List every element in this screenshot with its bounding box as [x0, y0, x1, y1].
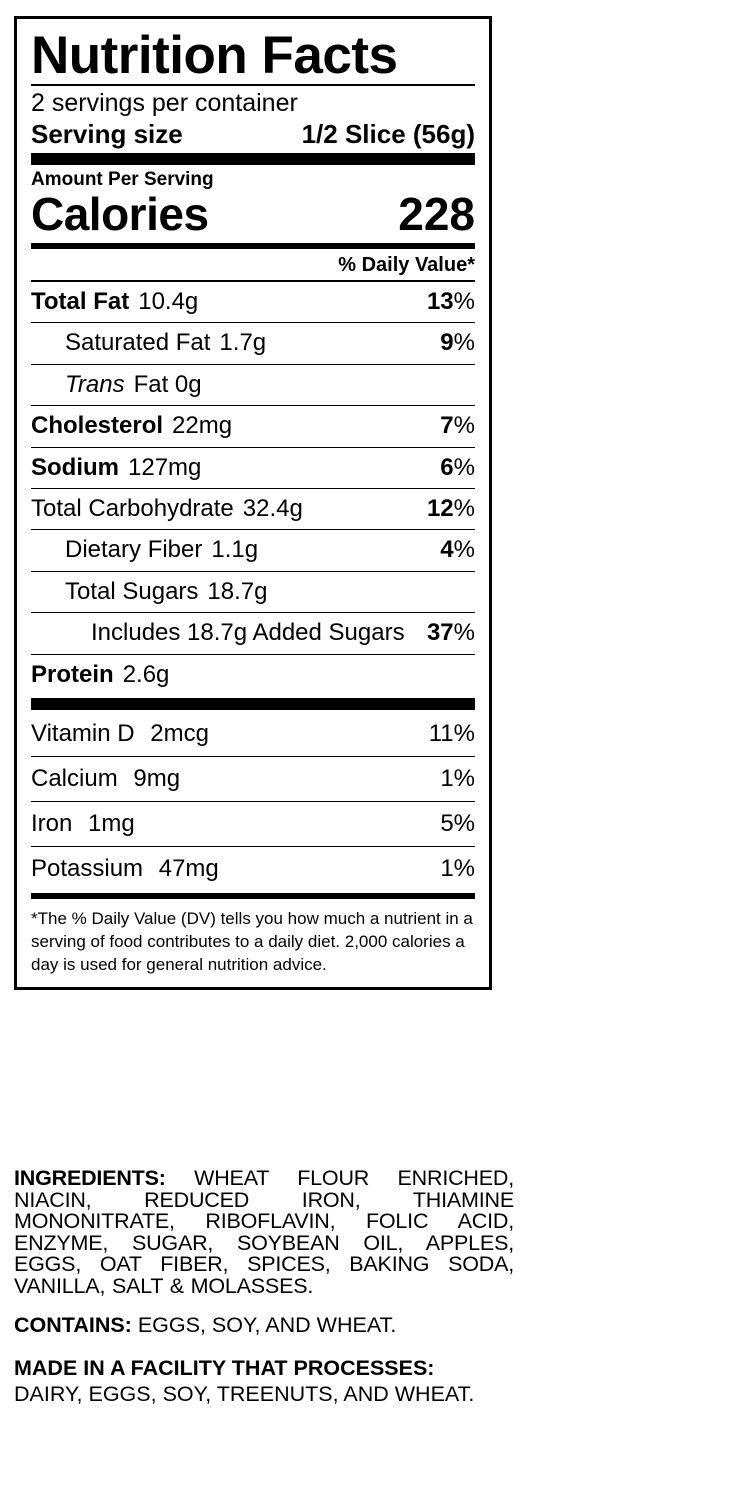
nutrient-name: Total Sugars [65, 577, 199, 605]
nutrient-name: Saturated Fat [65, 329, 211, 357]
servings-per-container: 2 servings per container [31, 89, 298, 117]
nutrient-row-added-sugars [31, 613, 475, 653]
nutrient-dv: 12% [426, 494, 475, 522]
vitamin-name: Potassium [31, 854, 144, 882]
vitamin-dv: 1% [440, 764, 475, 792]
nutrient-row-total-sugars [31, 572, 475, 612]
nutrient-name: Dietary Fiber [65, 536, 203, 564]
daily-value-footnote: *The % Daily Value (DV) tells you how much a nutrient in a serving of food contributes to a daily diet. 2,000 calories a day is used for general nutrition advice. [31, 908, 473, 974]
vitamin-dv: 1% [440, 854, 475, 882]
divider-under-calories [31, 243, 475, 249]
nutrient-amount: 10.4g [138, 288, 199, 315]
nutrient-row-dietary-fiber [31, 530, 475, 570]
vitamin-amount: 9mg [133, 764, 181, 792]
nutrient-name: Sodium [31, 453, 119, 481]
divider-thick-vitamins [31, 698, 475, 710]
contains-paragraph [14, 1313, 514, 1338]
nutrient-name: Protein [31, 660, 114, 688]
nutrient-dv: 37% [426, 619, 475, 647]
vitamin-name: Iron [31, 809, 73, 837]
nutrition-facts-panel [14, 16, 492, 990]
vitamin-name: Vitamin D [31, 719, 135, 747]
nutrient-row-total-fat [31, 282, 475, 322]
nutrient-dv: 13% [426, 288, 475, 315]
vitamin-amount: 1mg [88, 809, 135, 837]
nutrient-name: Total Fat [31, 288, 130, 315]
divider-thick-top [31, 153, 475, 165]
vitamin-row-calcium [31, 757, 475, 801]
nutrient-dv: 7% [440, 412, 475, 440]
nutrient-amount: 2.6g [122, 660, 170, 688]
vitamin-name: Calcium [31, 764, 118, 792]
nutrient-amount: 32.4g [242, 494, 303, 522]
nutrient-row-protein [31, 655, 475, 695]
nutrient-amount: Fat 0g [133, 370, 202, 398]
serving-size-row [31, 119, 475, 150]
contains-text: EGGS, SOY, AND WHEAT. [137, 1313, 397, 1337]
contains-heading: CONTAINS: [14, 1313, 132, 1337]
ingredients-heading: INGREDIENTS: [14, 1166, 166, 1190]
nutrient-dv: 6% [440, 453, 475, 481]
vitamin-dv: 11% [428, 719, 475, 747]
vitamin-amount: 47mg [158, 854, 219, 882]
serving-size-value: 1/2 Slice (56g) [301, 119, 475, 149]
divider-above-footnote [31, 893, 475, 899]
nutrient-dv: 4% [440, 536, 475, 564]
nutrient-amount: 22mg [172, 412, 233, 440]
nutrient-name: Trans [65, 370, 125, 398]
facility-heading: MADE IN A FACILITY THAT PROCESSES: [14, 1355, 435, 1380]
nutrient-row-trans-fat [31, 365, 475, 405]
nutrient-name: Includes 18.7g Added Sugars [91, 619, 405, 647]
calories-row [31, 187, 475, 241]
nutrient-row-cholesterol [31, 406, 475, 446]
vitamin-dv: 5% [440, 809, 475, 837]
amount-per-serving-label: Amount Per Serving [31, 169, 214, 190]
nutrient-dv: 9% [440, 329, 475, 357]
page-title: Nutrition Facts [31, 26, 398, 85]
ingredients-text: WHEAT FLOUR ENRICHED, NIACIN, REDUCED IRON, THIAMINE MONONITRATE, RIBOFLAVIN, FOLIC ACID, ENZYME, SUGAR, SOYBEAN OIL, APPLES, EGGS, OAT FIBER, SPICES, BAKING SODA, VANILLA, SALT & MOLASSES. [14, 1166, 514, 1298]
nutrient-amount: 18.7g [207, 577, 268, 605]
facility-text: DAIRY, EGGS, SOY, TREENUTS, AND WHEAT. [14, 1382, 475, 1407]
vitamin-row-iron [31, 802, 475, 846]
ingredients-paragraph [14, 1168, 514, 1297]
vitamin-amount: 2mcg [150, 719, 209, 747]
nutrient-name: Total Carbohydrate [31, 494, 234, 522]
vitamin-row-vitamin-d [31, 712, 475, 756]
nutrient-amount: 1.1g [211, 536, 259, 564]
nutrient-name: Cholesterol [31, 412, 164, 440]
nutrient-row-saturated-fat [31, 323, 475, 363]
daily-value-header: % Daily Value* [338, 254, 475, 276]
nutrient-row-total-carbohydrate [31, 489, 475, 529]
nutrient-amount: 127mg [128, 453, 202, 481]
nutrient-amount: 1.7g [219, 329, 267, 357]
calories-value: 228 [398, 188, 475, 240]
calories-label: Calories [31, 188, 209, 240]
nutrient-row-sodium [31, 448, 475, 488]
ingredients-block [14, 1168, 514, 1407]
vitamin-row-potassium [31, 847, 475, 891]
serving-size-label: Serving size [31, 119, 183, 149]
